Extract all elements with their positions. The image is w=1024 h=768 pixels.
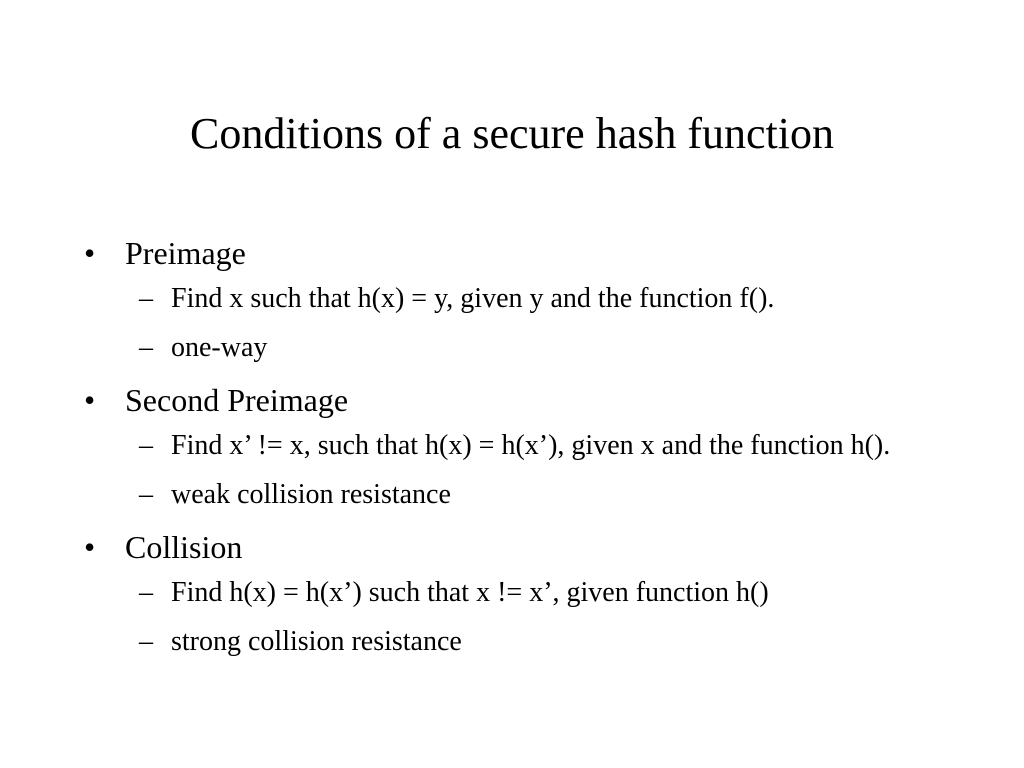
sub-item-text: strong collision resistance	[171, 626, 462, 657]
bullet-preimage	[0, 226, 1024, 280]
sub-marker: –	[139, 332, 153, 363]
sub-item	[0, 329, 1024, 367]
sub-item	[0, 427, 1024, 465]
slide-title: Conditions of a secure hash function	[190, 109, 834, 158]
sub-item-text: Find x such that h(x) = y, given y and the function f().	[171, 283, 775, 314]
sub-item-text: Find h(x) = h(x’) such that x != x’, given function h()	[171, 577, 769, 608]
sub-item	[0, 280, 1024, 318]
bullet-second-preimage	[0, 373, 1024, 427]
bullet-collision	[0, 520, 1024, 574]
sub-marker: –	[139, 479, 153, 510]
slide-content	[0, 226, 1024, 667]
sub-item	[0, 623, 1024, 661]
sub-item	[0, 574, 1024, 612]
bullet-marker: •	[84, 529, 96, 565]
sub-marker: –	[139, 430, 153, 461]
sub-item-text: Find x’ != x, such that h(x) = h(x’), given x and the function h().	[171, 430, 891, 461]
sub-item-text: weak collision resistance	[171, 479, 451, 510]
bullet-marker: •	[84, 235, 96, 271]
sub-item	[0, 476, 1024, 514]
bullet-marker: •	[84, 382, 96, 418]
bullet-heading: Preimage	[125, 235, 246, 271]
sub-marker: –	[139, 626, 153, 657]
sub-marker: –	[139, 283, 153, 314]
sub-marker: –	[139, 577, 153, 608]
sub-item-text: one-way	[171, 332, 268, 363]
bullet-heading: Collision	[125, 529, 243, 565]
bullet-heading: Second Preimage	[125, 382, 349, 418]
